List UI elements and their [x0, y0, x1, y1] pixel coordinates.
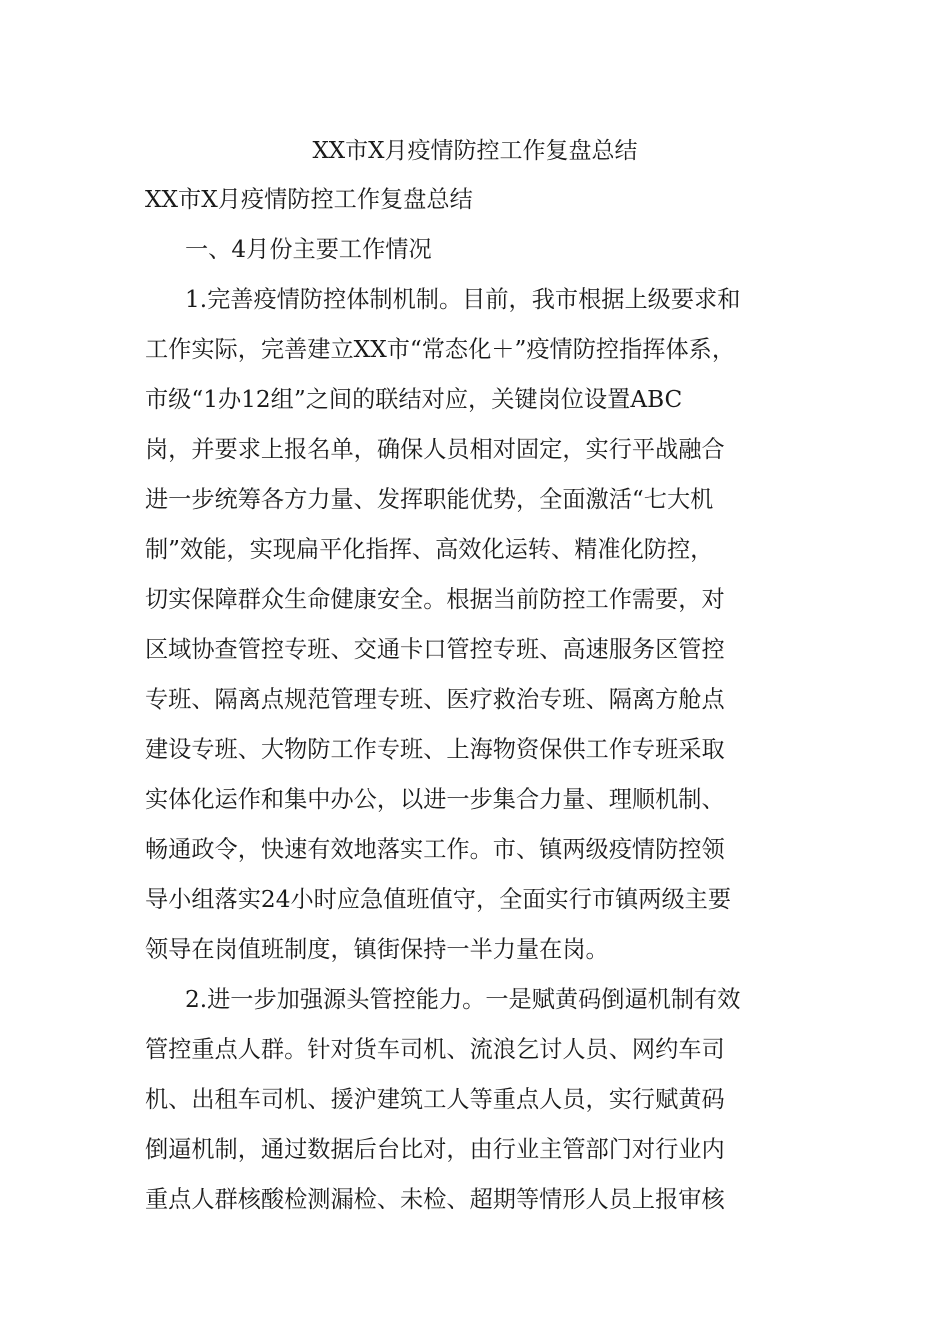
- paragraph-2-line-3: 机、出租车司机、援沪建筑工人等重点人员，实行赋黄码: [145, 1086, 725, 1113]
- paragraph-1-line-11: 实体化运作和集中办公，以进一步集合力量、理顺机制、: [145, 786, 725, 813]
- paragraph-1-line-6: 制”效能，实现扁平化指挥、高效化运转、精准化防控，: [145, 536, 714, 563]
- paragraph-1-line-7: 切实保障群众生命健康安全。根据当前防控工作需要，对: [145, 586, 725, 613]
- paragraph-2-line-1: 2.进一步加强源头管控能力。一是赋黄码倒逼机制有效: [185, 986, 741, 1013]
- paragraph-1-line-4: 岗，并要求上报名单，确保人员相对固定，实行平战融合: [145, 436, 725, 463]
- paragraph-1-line-5: 进一步统筹各方力量、发挥职能优势，全面激活“七大机: [145, 486, 714, 513]
- paragraph-1-line-3: 市级“1办12组”之间的联结对应，关键岗位设置ABC: [145, 386, 683, 413]
- paragraph-2-line-4: 倒逼机制，通过数据后台比对，由行业主管部门对行业内: [145, 1136, 725, 1163]
- paragraph-1-line-8: 区域协查管控专班、交通卡口管控专班、高速服务区管控: [145, 636, 725, 663]
- paragraph-1-line-13: 导小组落实24小时应急值班值守，全面实行市镇两级主要: [145, 886, 732, 913]
- paragraph-1-line-1: 1.完善疫情防控体制机制。目前，我市根据上级要求和: [185, 286, 741, 313]
- paragraph-1-line-14: 领导在岗值班制度，镇街保持一半力量在岗。: [145, 936, 609, 963]
- paragraph-2-line-5: 重点人群核酸检测漏检、未检、超期等情形人员上报审核: [145, 1186, 725, 1213]
- section-heading: 一、4月份主要工作情况: [185, 236, 432, 263]
- paragraph-2-line-2: 管控重点人群。针对货车司机、流浪乞讨人员、网约车司: [145, 1036, 725, 1063]
- document-subtitle: XX市X月疫情防控工作复盘总结: [145, 186, 473, 213]
- paragraph-1-line-12: 畅通政令，快速有效地落实工作。市、镇两级疫情防控领: [145, 836, 725, 863]
- document-title: XX市X月疫情防控工作复盘总结: [312, 138, 638, 164]
- paragraph-1-line-2: 工作实际，完善建立XX市“常态化＋”疫情防控指挥体系，: [145, 336, 736, 363]
- paragraph-1-line-10: 建设专班、大物防工作专班、上海物资保供工作专班采取: [145, 736, 725, 763]
- paragraph-1-line-9: 专班、隔离点规范管理专班、医疗救治专班、隔离方舱点: [145, 686, 725, 713]
